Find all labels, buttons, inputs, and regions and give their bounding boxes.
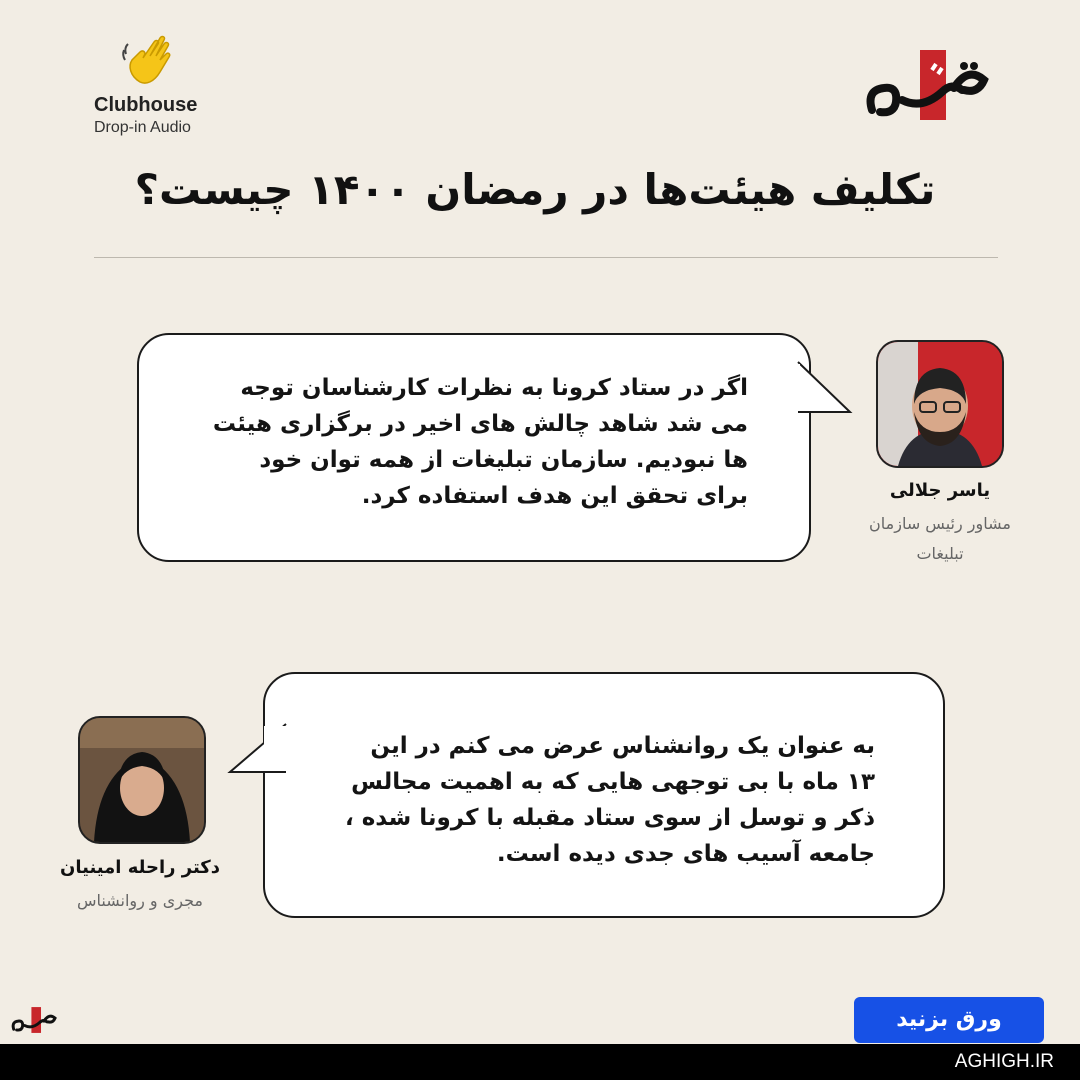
avatar-speaker-1 xyxy=(876,340,1004,468)
swipe-button[interactable]: ورق بزنید xyxy=(854,997,1044,1043)
clubhouse-tagline: Drop-in Audio xyxy=(94,119,191,136)
avatar-speaker-2 xyxy=(78,716,206,844)
clubhouse-title: Clubhouse xyxy=(94,94,198,116)
footer-site-link[interactable]: AGHIGH.IR xyxy=(954,1051,1054,1072)
quote-text-2: به عنوان یک روانشناس عرض می کنم در این ۱۳ ماه با بی توجهی هایی که به اهمیت مجالس ذکر و توسل از سوی ستاد مقبله با کرونا شده ، جامعه آسیب های جدی دیده است. xyxy=(344,733,875,867)
speaker-role-2: مجری و روانشناس xyxy=(76,891,203,910)
divider xyxy=(94,257,998,258)
speaker-role-1: مشاور رئیس سازمان تبلیغات xyxy=(869,514,1011,563)
speaker-name-2: دکتر راحله امینیان xyxy=(59,857,221,878)
speaker-name-1: یاسر جلالی xyxy=(889,480,991,501)
page-title: تکلیف هیئت‌ها در رمضان ۱۴۰۰ چیست؟ xyxy=(134,165,936,214)
aghigh-logo-icon xyxy=(862,40,992,130)
bubble-tail-1 xyxy=(798,360,858,420)
waving-hand-icon xyxy=(120,30,180,90)
aghigh-logo-small-icon xyxy=(10,998,58,1042)
quote-text-1: اگر در ستاد کرونا به نظرات کارشناسان توجه می شد شاهد چالش های اخیر در برگزاری هیئت ها نبودیم. سازمان تبلیغات از همه توان خود برای تحقق این هدف استفاده کرد. xyxy=(212,375,748,509)
bubble-tail-2 xyxy=(226,722,286,782)
footer-bar xyxy=(0,1044,1080,1080)
person-photo-icon xyxy=(878,342,1002,466)
person-photo-icon xyxy=(80,718,204,842)
